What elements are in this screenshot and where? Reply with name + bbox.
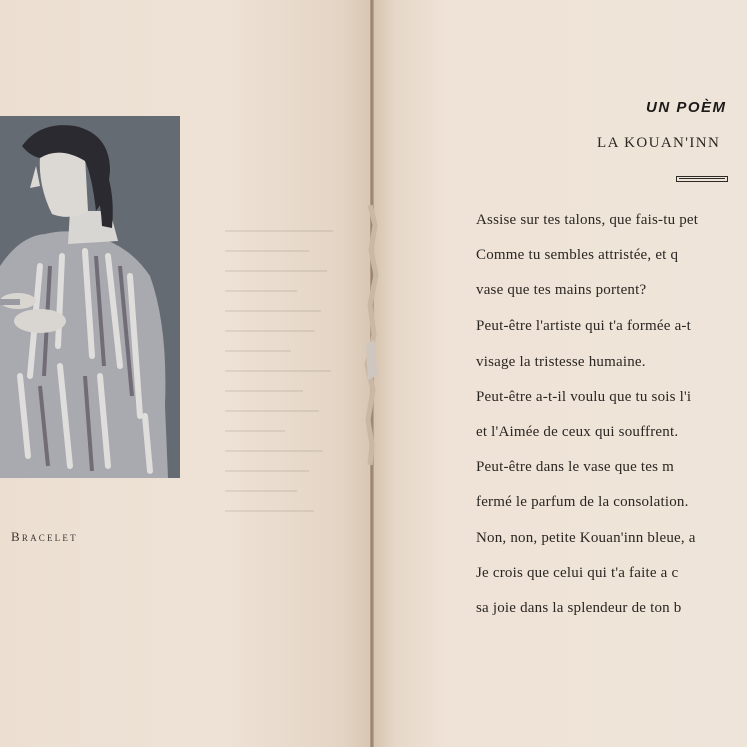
show-through-text <box>225 230 345 630</box>
left-page <box>0 0 372 747</box>
poem-line: visage la tristesse humaine. <box>476 354 646 370</box>
poem-text <box>476 0 747 747</box>
poem-line: Peut-être a-t-il voulu que tu sois l'i <box>476 389 692 405</box>
poem-line: Non, non, petite Kouan'inn bleue, a <box>476 530 696 546</box>
page-tear <box>362 205 382 465</box>
poem-line: Comme tu sembles attristée, et q <box>476 247 679 263</box>
poem-line: Peut-être dans le vase que tes m <box>476 459 675 475</box>
poem-heading: UN POÈM <box>646 99 727 116</box>
poem-line: sa joie dans la splendeur de ton b <box>476 600 682 616</box>
poem-line: Assise sur tes talons, que fais-tu pet <box>476 212 699 228</box>
poem-line: fermé le parfum de la consolation. <box>476 494 689 510</box>
poem-line: Peut-être l'artiste qui t'a formée a-t <box>476 318 691 334</box>
poem-subtitle: LA KOUAN'INN <box>597 135 721 151</box>
poem-line: et l'Aimée de ceux qui souffrent. <box>476 424 679 440</box>
image-caption: Bracelet <box>11 529 78 544</box>
poem-line: Je crois que celui qui t'a faite a c <box>476 565 679 581</box>
portrait-illustration <box>0 116 180 478</box>
poem-line: vase que tes mains portent? <box>476 282 647 298</box>
